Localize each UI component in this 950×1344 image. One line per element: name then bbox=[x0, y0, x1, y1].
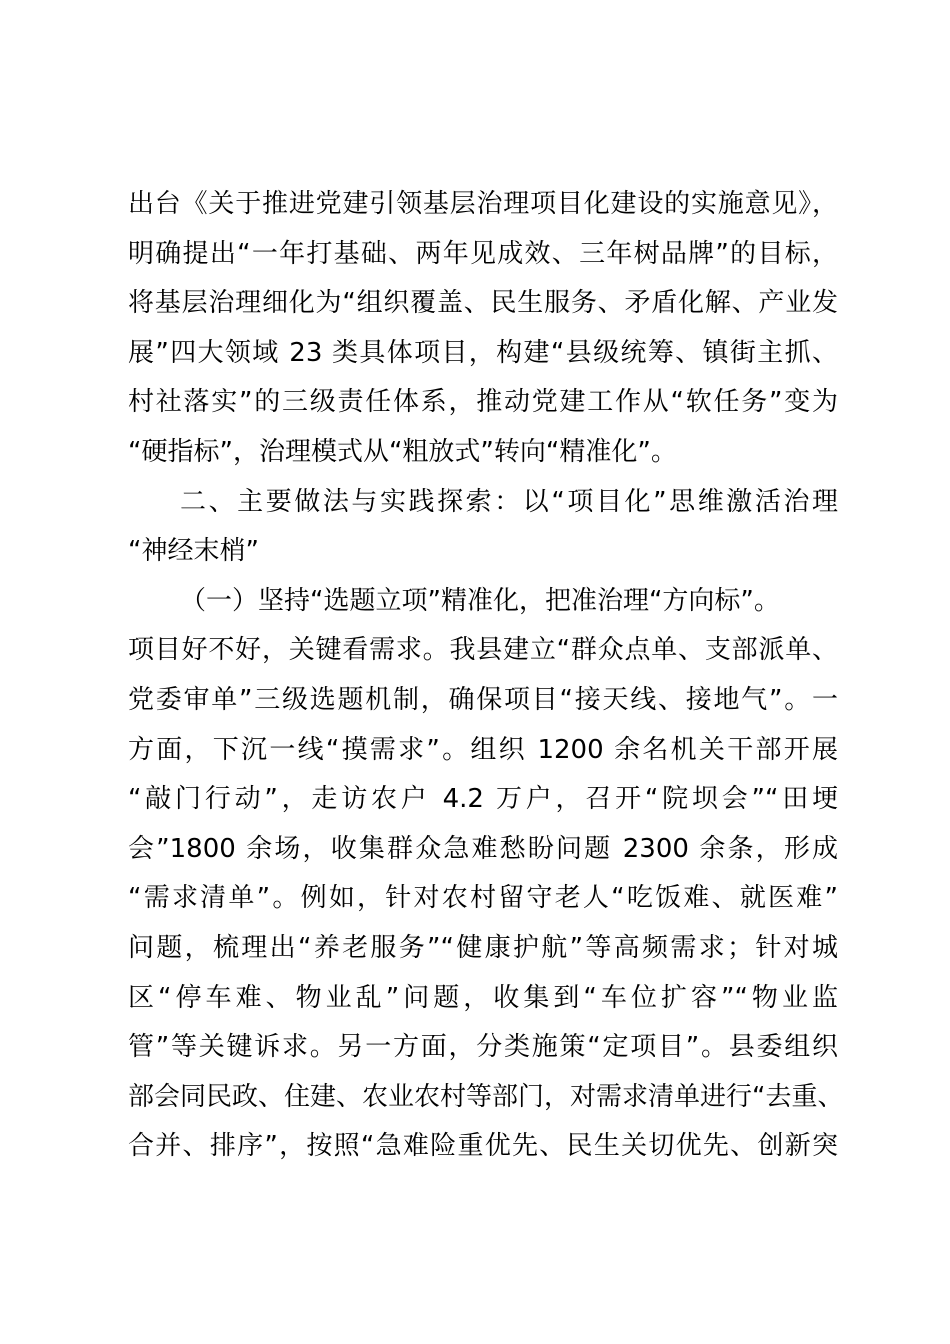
section-heading-line: 二、主要做法与实践探索：以“项目化”思维激活治理 bbox=[180, 486, 838, 517]
text-line: 村社落实”的三级责任体系，推动党建工作从“软任务”变为 bbox=[128, 387, 838, 418]
text-line: “敲门行动”，走访农户 4.2 万户，召开“院坝会”“田埂 bbox=[128, 784, 838, 815]
text-line: 部会同民政、住建、农业农村等部门，对需求清单进行“去重、 bbox=[128, 1081, 844, 1112]
section-heading-line: “神经末梢” bbox=[128, 536, 259, 567]
text-line: 合并、排序”，按照“急难险重优先、民生关切优先、创新突 bbox=[128, 1131, 838, 1162]
text-line: 管”等关键诉求。另一方面，分类施策“定项目”。县委组织 bbox=[128, 1032, 838, 1063]
text-line: 展”四大领域 23 类具体项目，构建“县级统筹、镇街主抓、 bbox=[128, 337, 838, 368]
text-line: 党委审单”三级选题机制，确保项目“接天线、接地气”。一 bbox=[128, 684, 838, 715]
text-line: 项目好不好，关键看需求。我县建立“群众点单、支部派单、 bbox=[128, 635, 838, 666]
text-line: 方面，下沉一线“摸需求”。组织 1200 余名机关干部开展 bbox=[128, 734, 838, 765]
text-line: “硬指标”，治理模式从“粗放式”转向“精准化”。 bbox=[128, 436, 677, 467]
text-line: 明确提出“一年打基础、两年见成效、三年树品牌”的目标， bbox=[128, 238, 838, 269]
text-line: 问题，梳理出“养老服务”“健康护航”等高频需求；针对城 bbox=[128, 932, 838, 963]
text-line: “需求清单”。例如，针对农村留守老人“吃饭难、就医难” bbox=[128, 883, 838, 914]
subsection-heading-line: （一）坚持“选题立项”精准化，把准治理“方向标”。 bbox=[180, 585, 780, 616]
text-line: 出台《关于推进党建引领基层治理项目化建设的实施意见》， bbox=[128, 189, 838, 219]
text-line: 将基层治理细化为“组织覆盖、民生服务、矛盾化解、产业发 bbox=[128, 288, 838, 319]
text-line: 会”1800 余场，收集群众急难愁盼问题 2300 余条，形成 bbox=[128, 833, 838, 864]
body-text bbox=[128, 180, 844, 1172]
text-line: 区“停车难、物业乱”问题，收集到“车位扩容”“物业监 bbox=[128, 982, 838, 1013]
